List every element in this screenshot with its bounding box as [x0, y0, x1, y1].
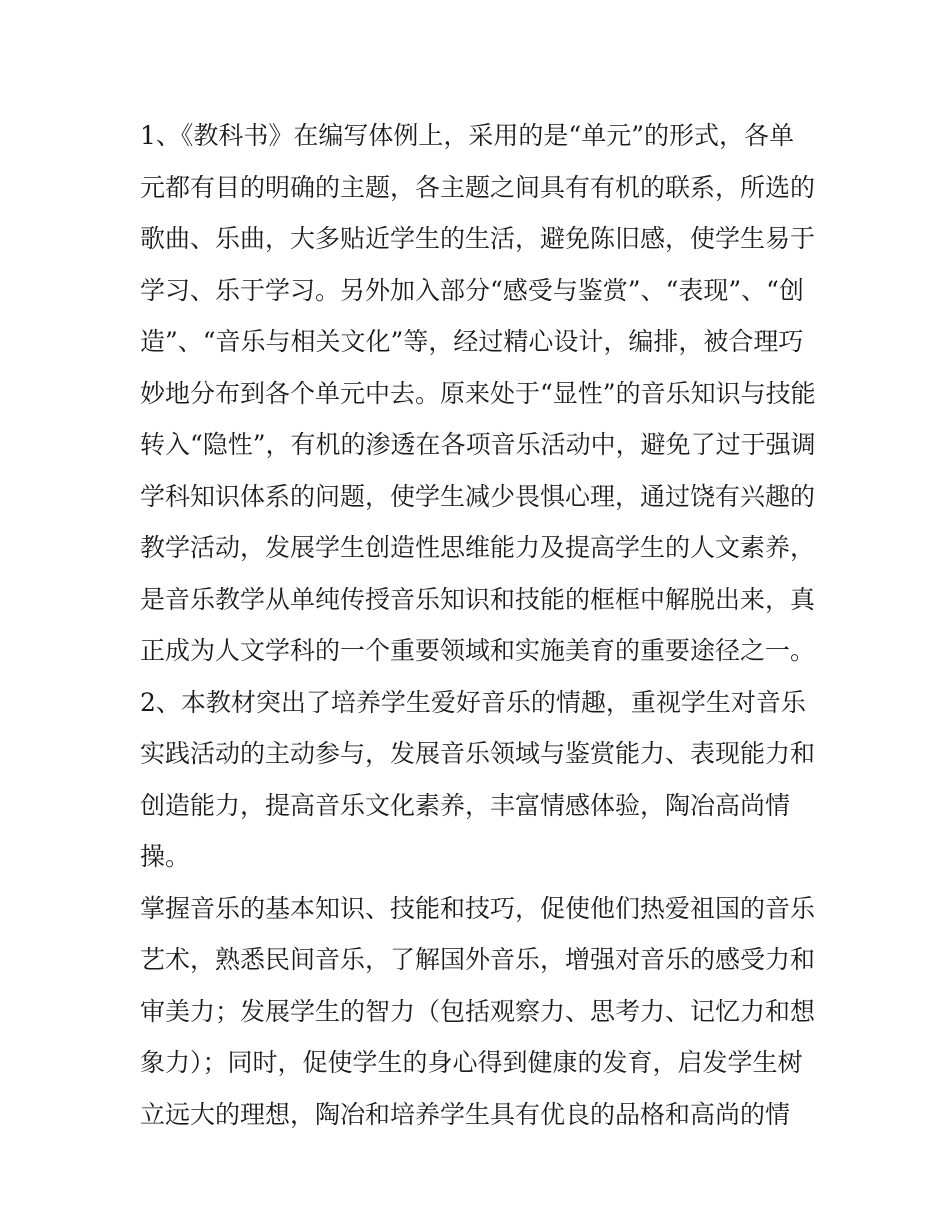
text-line: 元都有目的明确的主题，各主题之间具有有机的联系，所选的: [140, 172, 816, 202]
document-body: [140, 110, 820, 1140]
text-line: 创造能力，提高音乐文化素养，丰富情感体验，陶冶高尚情: [140, 790, 791, 820]
text-line: 立远大的理想，陶冶和培养学生具有优良的品格和高尚的情: [140, 1099, 791, 1129]
text-line: 妙地分布到各个单元中去。原来处于“显性”的音乐知识与技能: [140, 378, 816, 408]
text-line: 学习、乐于学习。另外加入部分“感受与鉴赏”、“表现”、“创: [140, 275, 804, 305]
text-line: 2、本教材突出了培养学生爱好音乐的情趣，重视学生对音乐: [140, 687, 806, 717]
text-line: 1、《教科书》在编写体例上，采用的是“单元”的形式，各单: [140, 121, 794, 150]
text-line: 教学活动，发展学生创造性思维能力及提高学生的人文素养，: [140, 533, 816, 562]
text-line: 象力）；同时，促使学生的身心得到健康的发育，启发学生树: [140, 1048, 803, 1077]
text-line: 歌曲、乐曲，大多贴近学生的生活，避免陈旧感，使学生易于: [140, 224, 816, 253]
text-line: 造”、“音乐与相关文化”等，经过精心设计，编排，被合理巧: [140, 327, 804, 356]
text-line: 学科知识体系的问题，使学生减少畏惧心理，通过饶有兴趣的: [140, 481, 816, 511]
text-line: 正成为人文学科的一个重要领域和实施美育的重要途径之一。: [140, 636, 816, 665]
text-line: 实践活动的主动参与，发展音乐领域与鉴赏能力、表现能力和: [140, 739, 816, 768]
text-line: 审美力；发展学生的智力（包括观察力、思考力、记忆力和想: [140, 996, 816, 1026]
text-line: 是音乐教学从单纯传授音乐知识和技能的框框中解脱出来，真: [140, 584, 816, 614]
text-line: 转入“隐性”，有机的渗透在各项音乐活动中，避免了过于强调: [140, 430, 816, 459]
text-line: 掌握音乐的基本知识、技能和技巧，促使他们热爱祖国的音乐: [140, 893, 816, 923]
text-line: 艺术，熟悉民间音乐，了解国外音乐，增强对音乐的感受力和: [140, 945, 816, 974]
text-line: 操。: [140, 842, 191, 871]
